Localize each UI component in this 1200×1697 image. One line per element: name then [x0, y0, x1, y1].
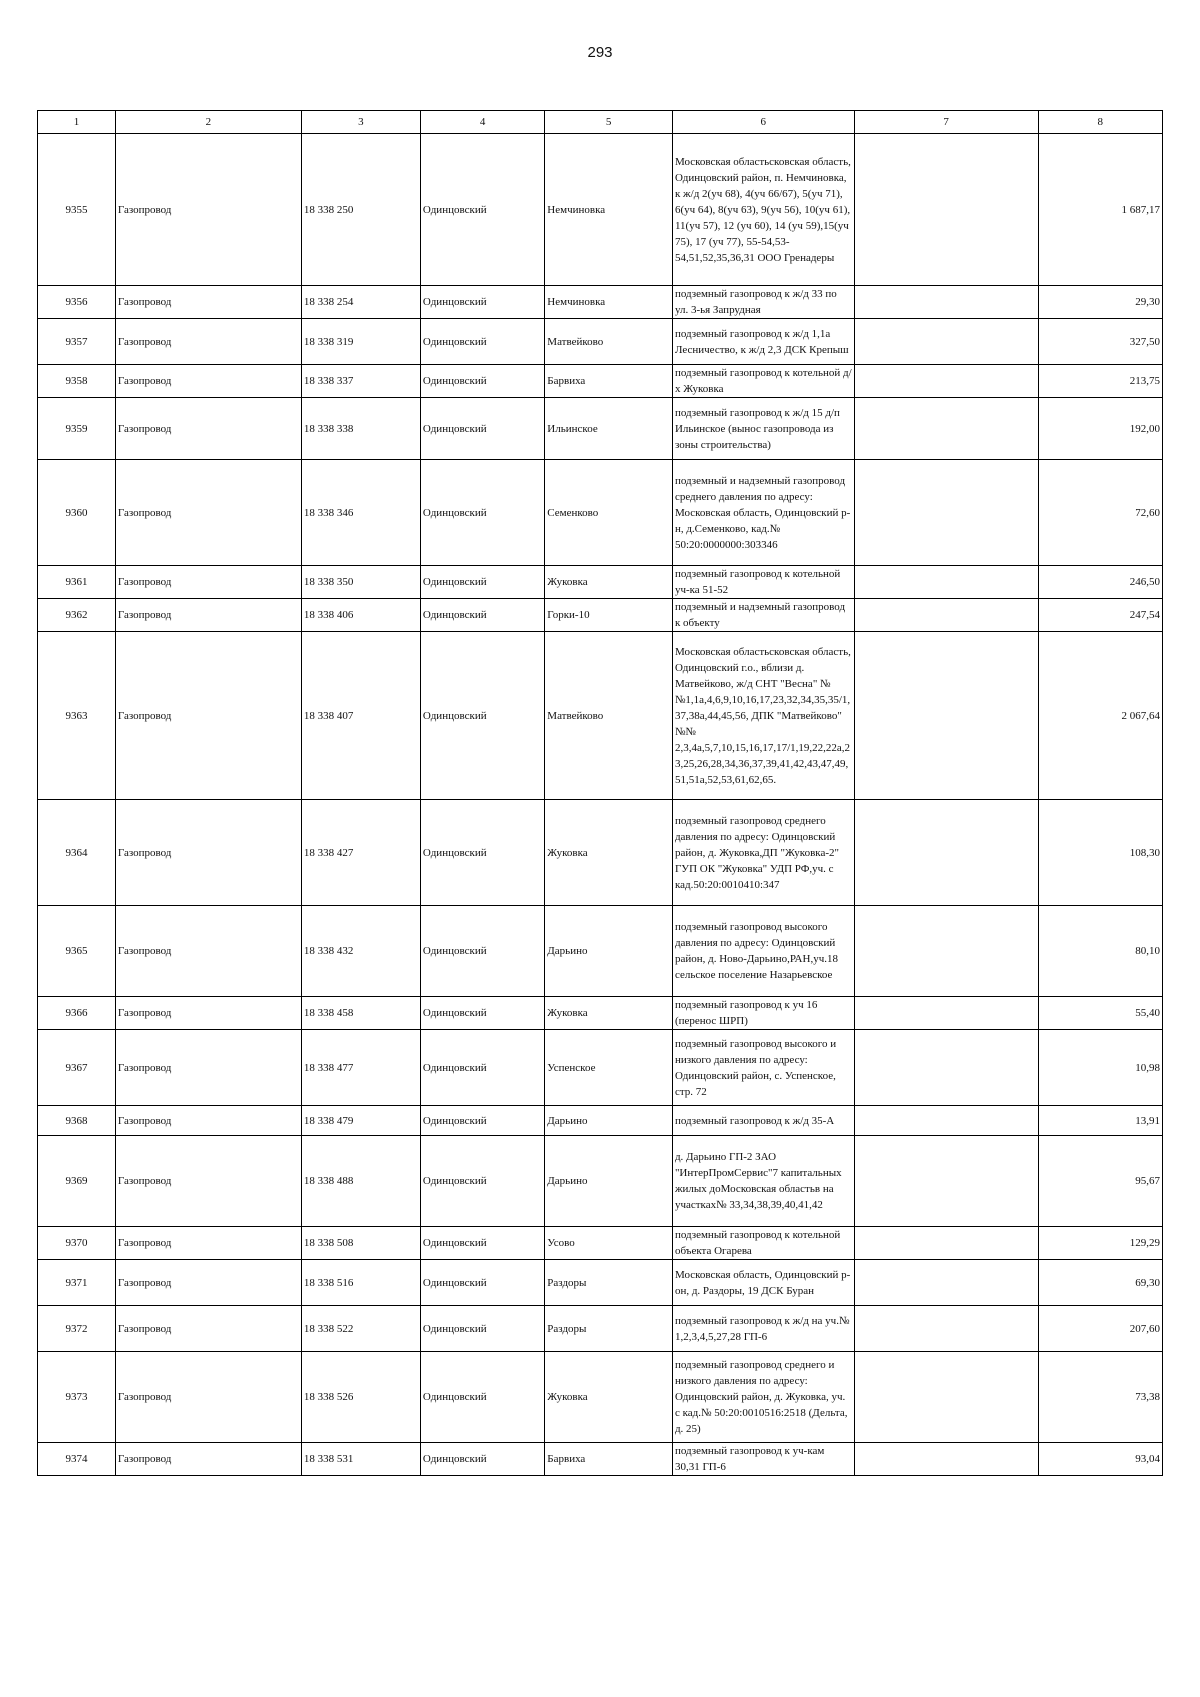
locality: Семенково	[545, 460, 673, 566]
district: Одинцовский	[420, 1306, 544, 1352]
table-row	[38, 319, 1163, 365]
registry-table	[37, 110, 1163, 1476]
column-7	[854, 1260, 1038, 1306]
object-name: Газопровод	[115, 632, 301, 800]
description: подземный газопровод к ж/д на уч.№ 1,2,3,4,5,27,28 ГП-6	[672, 1306, 854, 1352]
locality: Жуковка	[545, 997, 673, 1030]
table-row	[38, 1443, 1163, 1476]
row-number: 9374	[38, 1443, 116, 1476]
row-number: 9372	[38, 1306, 116, 1352]
locality: Успенское	[545, 1030, 673, 1106]
column-7	[854, 800, 1038, 906]
column-header-8: 8	[1038, 111, 1162, 134]
length-value: 29,30	[1038, 286, 1162, 319]
description: подземный газопровод к ж/д 35-А	[672, 1106, 854, 1136]
header-row	[38, 111, 1163, 134]
description: подземный газопровод к котельной д/х Жуковка	[672, 365, 854, 398]
column-header-5: 5	[545, 111, 673, 134]
district: Одинцовский	[420, 1106, 544, 1136]
table-row	[38, 1136, 1163, 1227]
description: подземный газопровод среднего давления по адресу: Одинцовский район, д. Жуковка,ДП "Жуковка-2" ГУП ОК "Жуковка" УДП РФ,уч. с кад.50:20:0010410:347	[672, 800, 854, 906]
district: Одинцовский	[420, 599, 544, 632]
page-number: 293	[587, 44, 613, 61]
column-7	[854, 398, 1038, 460]
district: Одинцовский	[420, 286, 544, 319]
row-number: 9366	[38, 997, 116, 1030]
row-number: 9357	[38, 319, 116, 365]
length-value: 93,04	[1038, 1443, 1162, 1476]
district: Одинцовский	[420, 398, 544, 460]
object-code: 18 338 427	[301, 800, 420, 906]
row-number: 9359	[38, 398, 116, 460]
column-7	[854, 460, 1038, 566]
table-row	[38, 1106, 1163, 1136]
object-code: 18 338 526	[301, 1352, 420, 1443]
length-value: 13,91	[1038, 1106, 1162, 1136]
object-name: Газопровод	[115, 1352, 301, 1443]
district: Одинцовский	[420, 1030, 544, 1106]
row-number: 9356	[38, 286, 116, 319]
table-row	[38, 460, 1163, 566]
description: подземный газопровод к ж/д 15 д/п Ильинское (вынос газопровода из зоны строительства)	[672, 398, 854, 460]
object-code: 18 338 432	[301, 906, 420, 997]
length-value: 72,60	[1038, 460, 1162, 566]
object-name: Газопровод	[115, 1030, 301, 1106]
description: подземный газопровод высокого и низкого давления по адресу: Одинцовский район, с. Успенское, стр. 72	[672, 1030, 854, 1106]
column-7	[854, 1306, 1038, 1352]
row-number: 9363	[38, 632, 116, 800]
description: подземный газопровод к ж/д 33 по ул. 3-ья Запрудная	[672, 286, 854, 319]
object-name: Газопровод	[115, 365, 301, 398]
column-header-3: 3	[301, 111, 420, 134]
length-value: 246,50	[1038, 566, 1162, 599]
object-code: 18 338 531	[301, 1443, 420, 1476]
column-7	[854, 1352, 1038, 1443]
length-value: 1 687,17	[1038, 134, 1162, 286]
row-number: 9368	[38, 1106, 116, 1136]
length-value: 247,54	[1038, 599, 1162, 632]
column-header-1: 1	[38, 111, 116, 134]
district: Одинцовский	[420, 1443, 544, 1476]
object-name: Газопровод	[115, 566, 301, 599]
table-row	[38, 134, 1163, 286]
description: подземный газопровод к котельной объекта Огарева	[672, 1227, 854, 1260]
length-value: 69,30	[1038, 1260, 1162, 1306]
district: Одинцовский	[420, 566, 544, 599]
description: д. Дарьино ГП-2 ЗАО "ИнтерПромСервис"7 капитальных жилых доМосковская областьв на участках№ 33,34,38,39,40,41,42	[672, 1136, 854, 1227]
object-name: Газопровод	[115, 286, 301, 319]
row-number: 9361	[38, 566, 116, 599]
district: Одинцовский	[420, 1136, 544, 1227]
table-row	[38, 1227, 1163, 1260]
object-code: 18 338 488	[301, 1136, 420, 1227]
table-row	[38, 1352, 1163, 1443]
column-7	[854, 365, 1038, 398]
column-7	[854, 906, 1038, 997]
row-number: 9367	[38, 1030, 116, 1106]
column-7	[854, 1227, 1038, 1260]
locality: Ильинское	[545, 398, 673, 460]
length-value: 108,30	[1038, 800, 1162, 906]
locality: Дарьино	[545, 906, 673, 997]
description: подземный и надземный газопровод к объекту	[672, 599, 854, 632]
column-7	[854, 566, 1038, 599]
table-row	[38, 997, 1163, 1030]
row-number: 9358	[38, 365, 116, 398]
table-row	[38, 1260, 1163, 1306]
district: Одинцовский	[420, 632, 544, 800]
locality: Жуковка	[545, 1352, 673, 1443]
length-value: 2 067,64	[1038, 632, 1162, 800]
object-code: 18 338 254	[301, 286, 420, 319]
object-code: 18 338 250	[301, 134, 420, 286]
table-row	[38, 906, 1163, 997]
object-code: 18 338 407	[301, 632, 420, 800]
table-row	[38, 599, 1163, 632]
object-code: 18 338 337	[301, 365, 420, 398]
district: Одинцовский	[420, 997, 544, 1030]
description: подземный и надземный газопровод среднего давления по адресу: Московская область, Одинцовский р-н, д.Семенково, кад.№ 50:20:0000000:303346	[672, 460, 854, 566]
description: Московская областьсковская область, Одинцовский район, п. Немчиновка, к ж/д 2(уч 68), 4(уч 66/67), 5(уч 71), 6(уч 64), 8(уч 63), 9(уч 56), 10(уч 61), 11(уч 57), 12 (уч 60), 14 (уч 59),15(уч 75), 17 (уч 77), 55-54,53-54,51,52,35,36,31 ООО Гренадеры	[672, 134, 854, 286]
row-number: 9364	[38, 800, 116, 906]
object-name: Газопровод	[115, 460, 301, 566]
district: Одинцовский	[420, 460, 544, 566]
description: подземный газопровод к уч-кам 30,31 ГП-6	[672, 1443, 854, 1476]
row-number: 9373	[38, 1352, 116, 1443]
object-name: Газопровод	[115, 319, 301, 365]
locality: Усово	[545, 1227, 673, 1260]
locality: Дарьино	[545, 1106, 673, 1136]
locality: Немчиновка	[545, 134, 673, 286]
locality: Горки-10	[545, 599, 673, 632]
object-code: 18 338 346	[301, 460, 420, 566]
district: Одинцовский	[420, 906, 544, 997]
column-7	[854, 1443, 1038, 1476]
description: подземный газопровод среднего и низкого давления по адресу: Одинцовский район, д. Жуковка, уч. с кад.№ 50:20:0010516:2518 (Дельта, д. 25)	[672, 1352, 854, 1443]
table-row	[38, 286, 1163, 319]
district: Одинцовский	[420, 134, 544, 286]
column-7	[854, 319, 1038, 365]
column-7	[854, 1136, 1038, 1227]
object-code: 18 338 350	[301, 566, 420, 599]
column-7	[854, 134, 1038, 286]
length-value: 213,75	[1038, 365, 1162, 398]
row-number: 9360	[38, 460, 116, 566]
row-number: 9369	[38, 1136, 116, 1227]
locality: Матвейково	[545, 319, 673, 365]
column-7	[854, 997, 1038, 1030]
table-body	[38, 134, 1163, 1476]
object-name: Газопровод	[115, 398, 301, 460]
length-value: 327,50	[1038, 319, 1162, 365]
object-name: Газопровод	[115, 800, 301, 906]
district: Одинцовский	[420, 365, 544, 398]
row-number: 9355	[38, 134, 116, 286]
table-row	[38, 800, 1163, 906]
length-value: 80,10	[1038, 906, 1162, 997]
object-name: Газопровод	[115, 599, 301, 632]
object-name: Газопровод	[115, 1443, 301, 1476]
column-7	[854, 1030, 1038, 1106]
description: подземный газопровод к котельной уч-ка 51-52	[672, 566, 854, 599]
table-row	[38, 365, 1163, 398]
row-number: 9370	[38, 1227, 116, 1260]
column-7	[854, 632, 1038, 800]
district: Одинцовский	[420, 1227, 544, 1260]
district: Одинцовский	[420, 800, 544, 906]
length-value: 55,40	[1038, 997, 1162, 1030]
locality: Раздоры	[545, 1306, 673, 1352]
object-name: Газопровод	[115, 1106, 301, 1136]
district: Одинцовский	[420, 1352, 544, 1443]
object-code: 18 338 319	[301, 319, 420, 365]
description: Московская областьсковская область, Одинцовский г.о., вблизи д. Матвейково, ж/д СНТ "Весна" №№1,1а,4,6,9,10,16,17,23,32,34,35,35/1,37,38а,44,45,56, ДПК "Матвейково" №№ 2,3,4а,5,7,10,15,16,17,17/1,19,22,22а,23,25,26,28,34,36,37,39,41,42,43,47,49,51,51а,52,53,61,62,65.	[672, 632, 854, 800]
locality: Матвейково	[545, 632, 673, 800]
locality: Жуковка	[545, 566, 673, 599]
object-code: 18 338 479	[301, 1106, 420, 1136]
length-value: 10,98	[1038, 1030, 1162, 1106]
locality: Барвиха	[545, 365, 673, 398]
table-row	[38, 1030, 1163, 1106]
length-value: 73,38	[1038, 1352, 1162, 1443]
locality: Барвиха	[545, 1443, 673, 1476]
column-header-6: 6	[672, 111, 854, 134]
object-code: 18 338 338	[301, 398, 420, 460]
table-row	[38, 632, 1163, 800]
length-value: 192,00	[1038, 398, 1162, 460]
length-value: 129,29	[1038, 1227, 1162, 1260]
locality: Дарьино	[545, 1136, 673, 1227]
object-code: 18 338 458	[301, 997, 420, 1030]
length-value: 207,60	[1038, 1306, 1162, 1352]
object-code: 18 338 516	[301, 1260, 420, 1306]
table-row	[38, 398, 1163, 460]
object-code: 18 338 406	[301, 599, 420, 632]
district: Одинцовский	[420, 1260, 544, 1306]
locality: Немчиновка	[545, 286, 673, 319]
object-name: Газопровод	[115, 906, 301, 997]
locality: Раздоры	[545, 1260, 673, 1306]
description: Московская область, Одинцовский р-он, д. Раздоры, 19 ДСК Буран	[672, 1260, 854, 1306]
object-code: 18 338 477	[301, 1030, 420, 1106]
table-row	[38, 1306, 1163, 1352]
row-number: 9365	[38, 906, 116, 997]
column-header-4: 4	[420, 111, 544, 134]
column-7	[854, 599, 1038, 632]
row-number: 9371	[38, 1260, 116, 1306]
length-value: 95,67	[1038, 1136, 1162, 1227]
description: подземный газопровод к уч 16 (перенос ШРП)	[672, 997, 854, 1030]
table-row	[38, 566, 1163, 599]
locality: Жуковка	[545, 800, 673, 906]
object-name: Газопровод	[115, 134, 301, 286]
column-7	[854, 1106, 1038, 1136]
object-name: Газопровод	[115, 1227, 301, 1260]
object-code: 18 338 522	[301, 1306, 420, 1352]
object-name: Газопровод	[115, 1136, 301, 1227]
column-7	[854, 286, 1038, 319]
object-name: Газопровод	[115, 1260, 301, 1306]
row-number: 9362	[38, 599, 116, 632]
column-header-7: 7	[854, 111, 1038, 134]
column-header-2: 2	[115, 111, 301, 134]
district: Одинцовский	[420, 319, 544, 365]
object-name: Газопровод	[115, 997, 301, 1030]
object-code: 18 338 508	[301, 1227, 420, 1260]
description: подземный газопровод к ж/д 1,1а Лесничество, к ж/д 2,3 ДСК Крепыш	[672, 319, 854, 365]
description: подземный газопровод высокого давления по адресу: Одинцовский район, д. Ново-Дарьино,РАН,уч.18 сельское поселение Назарьевское	[672, 906, 854, 997]
object-name: Газопровод	[115, 1306, 301, 1352]
